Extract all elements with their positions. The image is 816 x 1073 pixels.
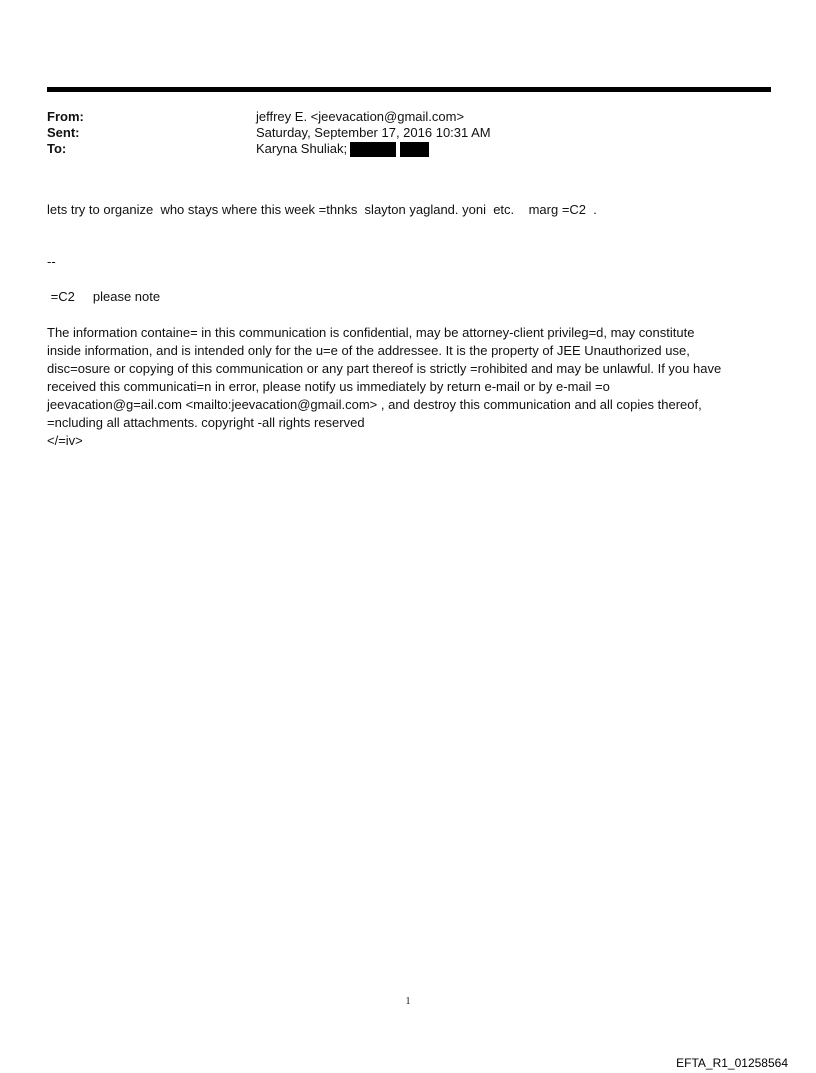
signature-separator: -- <box>47 254 56 269</box>
disclaimer-line: The information containe= in this communication is confidential, may be attorney-client privileg=d, may constitute <box>47 325 695 340</box>
disclaimer-line: =ncluding all attachments. copyright -all rights reserved <box>47 415 365 430</box>
from-row <box>47 109 771 125</box>
redaction-block <box>350 142 396 157</box>
to-label: To: <box>47 141 67 156</box>
confidentiality-disclaimer <box>47 324 763 432</box>
page-number: 1 <box>405 996 411 1007</box>
from-value: jeffrey E. <jeevacation@gmail.com> <box>256 109 465 124</box>
sent-row <box>47 125 771 141</box>
header-rule <box>47 87 771 92</box>
email-header <box>47 109 771 157</box>
email-body: lets try to organize who stays where this week =thnks slayton yagland. yoni etc. marg =C2 . <box>47 202 597 217</box>
from-label: From: <box>47 109 84 124</box>
sent-label: Sent: <box>47 125 80 140</box>
to-value-group <box>256 141 771 157</box>
disclaimer-line: received this communicati=n in error, please notify us immediately by return e-mail or by e-mail =o <box>47 379 610 394</box>
signature-note: =C2 please note <box>47 289 161 304</box>
to-row <box>47 141 771 157</box>
closing-tag: </=iv> <box>47 433 83 448</box>
redaction-block <box>400 142 429 157</box>
document-id: EFTA_R1_01258564 <box>676 1056 788 1070</box>
disclaimer-line: jeevacation@g=ail.com <mailto:jeevacation@gmail.com> , and destroy this communication and all copies thereof, <box>47 397 702 412</box>
disclaimer-line: disc=osure or copying of this communication or any part thereof is strictly =rohibited and may be unlawful. If you have <box>47 361 722 376</box>
sent-value: Saturday, September 17, 2016 10:31 AM <box>256 125 491 140</box>
to-value: Karyna Shuliak; <box>256 141 348 156</box>
disclaimer-line: inside information, and is intended only for the u=e of the addressee. It is the property of JEE Unauthorized use, <box>47 343 690 358</box>
